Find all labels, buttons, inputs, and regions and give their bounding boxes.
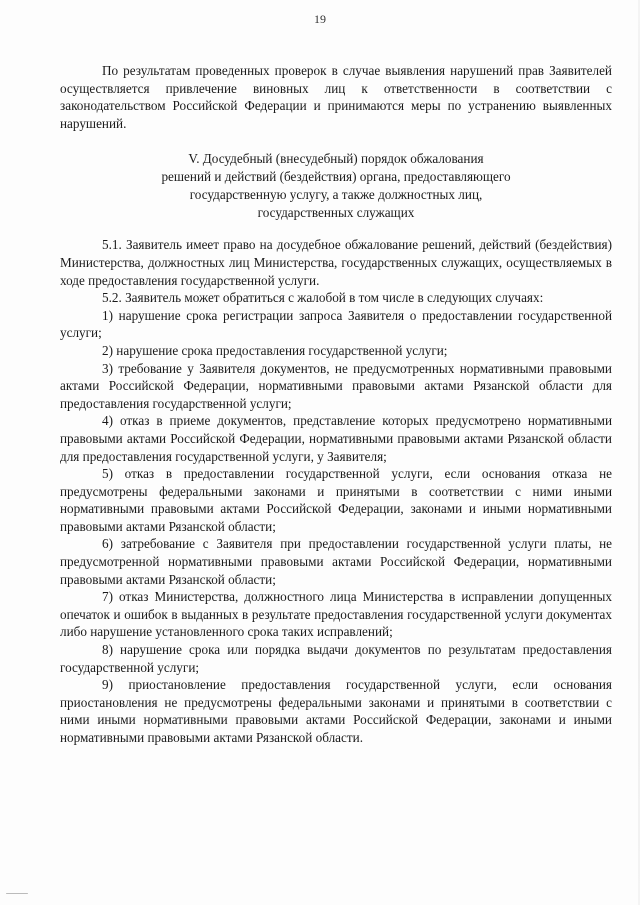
clause-5-2: 5.2. Заявитель может обратиться с жалобой в том числе в следующих случаях: bbox=[102, 290, 544, 306]
section-heading-line-3: государственную услугу, а также должностных лиц, bbox=[189, 187, 483, 203]
document-body bbox=[60, 62, 612, 747]
list-item-2: 2) нарушение срока предоставления государственной услуги; bbox=[102, 342, 448, 358]
section-heading-line-2: решений и действий (бездействия) органа, предоставляющего bbox=[161, 169, 511, 185]
intro-paragraph: По результатам проведенных проверок в случае выявления нарушений прав Заявителей осуществляется привлечение виновных лиц к ответственности в соответствии с законодательством Российской Федерации и принимаются меры по устранению выявленных нарушений. bbox=[60, 63, 612, 131]
section-heading bbox=[60, 150, 612, 222]
list-item-8: 8) нарушение срока или порядка выдачи документов по результатам предоставления государственной услуги; bbox=[60, 642, 612, 675]
list-item-7: 7) отказ Министерства, должностного лица Министерства в исправлении допущенных опечаток и ошибок в выданных в результате предоставления государственной услуги документах либо нарушение установленного срока таких исправлений; bbox=[60, 589, 612, 640]
section-heading-line-4: государственных служащих bbox=[257, 205, 415, 221]
list-item-3: 3) требование у Заявителя документов, не предусмотренных нормативными правовыми актами Российской Федерации, нормативными правовыми актами Рязанской области для предоставления государственной услуги; bbox=[60, 360, 612, 411]
list-item-4: 4) отказ в приеме документов, представление которых предусмотрено нормативными правовыми актами Российской Федерации, нормативными правовыми актами Рязанской области для предоставления государственной услуги, у Заявителя; bbox=[60, 413, 612, 464]
list-item-6: 6) затребование с Заявителя при предоставлении государственной услуги платы, не предусмотренной нормативными правовыми актами Российской Федерации, нормативными правовыми актами Рязанской области; bbox=[60, 536, 612, 587]
section-heading-line-1: V. Досудебный (внесудебный) порядок обжалования bbox=[188, 151, 484, 167]
clause-5-1: 5.1. Заявитель имеет право на досудебное обжалование решений, действий (бездействия) Министерства, должностных лиц Министерства, государственных служащих, осуществляемых в ходе предоставления государственной услуги. bbox=[60, 237, 612, 288]
page-number: 19 bbox=[314, 12, 326, 26]
list-item-5: 5) отказ в предоставлении государственной услуги, если основания отказа не предусмотрены федеральными законами и принятыми в соответствии с ними иными нормативными правовыми актами Российской Федерации, законами и иными нормативными правовыми актами Рязанской области; bbox=[60, 466, 612, 534]
list-item-1: 1) нарушение срока регистрации запроса Заявителя о предоставлении государственной услуги; bbox=[60, 307, 612, 341]
scan-speck bbox=[6, 893, 28, 894]
list-item-9: 9) приостановление предоставления государственной услуги, если основания приостановления не предусмотрены федеральными законами и принятыми в соответствии с ними иными нормативными правовыми актами Российской Федерации, законами и иными нормативными правовыми актами Рязанской области. bbox=[60, 677, 612, 745]
